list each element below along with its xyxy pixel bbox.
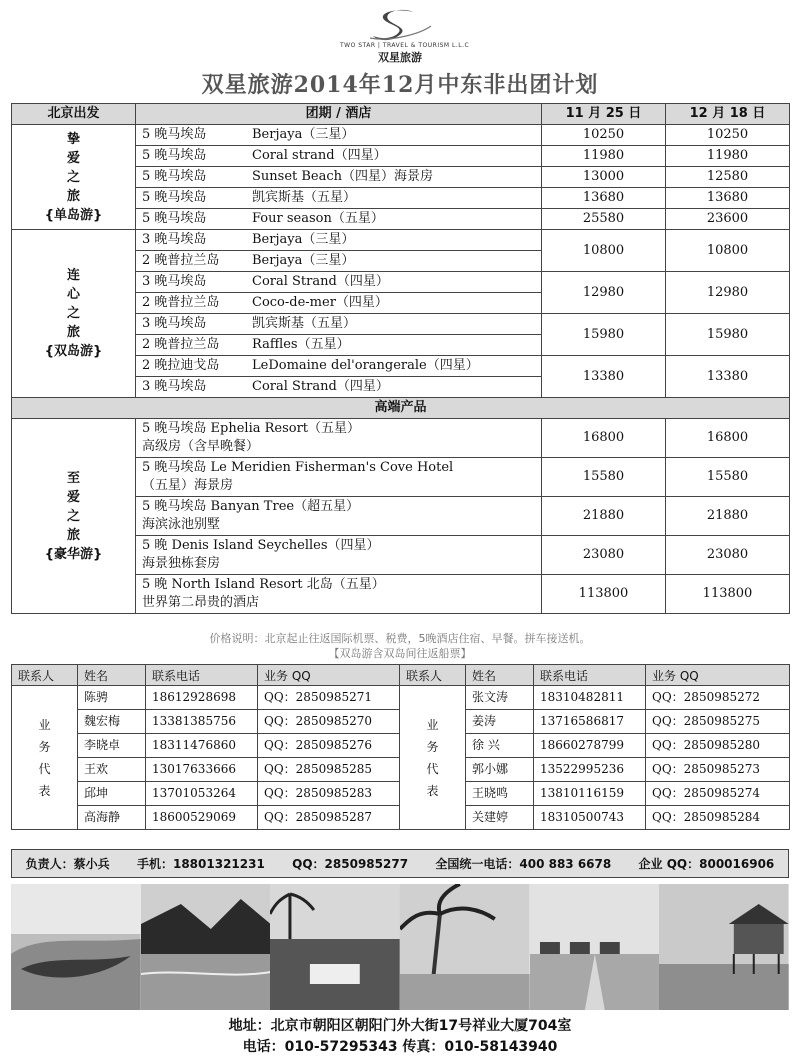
tour-item [136,497,542,536]
tour-item [136,293,542,314]
price-cell: 13680 [542,188,666,209]
tour-item [136,167,542,188]
contact-qq[interactable]: QQ：2850985270 [258,710,400,734]
tour-item [136,230,542,251]
price-cell: 12580 [666,167,790,188]
contact-phone[interactable]: 18612928698 [146,686,258,710]
header-departure: 北京出发 [12,104,136,125]
group-label-line: 爱 [66,150,80,166]
price-cell: 113800 [666,575,790,614]
hotel-name: Coco-de-mer（四星） [252,295,388,310]
contact-name: 姜涛 [466,710,534,734]
price-cell: 21880 [542,497,666,536]
section-header-premium [12,398,790,419]
hotline[interactable]: 全国统一电话：400 883 6678 [435,857,612,871]
contact-qq[interactable]: QQ：2850985283 [258,782,400,806]
nights-label: 3 晚马埃岛 [142,274,207,289]
section-label: 高端产品 [12,398,790,419]
price-cell: 10800 [542,230,666,272]
nights-label: 2 晚普拉兰岛 [142,253,220,268]
nights-label: 5 晚马埃岛 [142,190,207,205]
price-cell: 15980 [666,314,790,356]
contact-phone[interactable]: 18310482811 [534,686,646,710]
price-cell: 11980 [542,146,666,167]
table-row [12,125,790,146]
nights-label: 5 晚马埃岛 [142,169,207,184]
brand-name: 双星旅游 [378,51,422,64]
group-label-line: 旅 [66,527,80,543]
nights-label: 3 晚马埃岛 [142,232,207,247]
contact-name: 魏宏梅 [78,710,146,734]
rep-label-line: 务 [426,739,439,754]
price-cell: 25580 [542,209,666,230]
tour-item [136,272,542,293]
price-cell: 23080 [542,536,666,575]
nights-label: 2 晚普拉兰岛 [142,337,220,352]
photo-water-villas [530,884,660,1010]
tour-item [136,188,542,209]
price-cell: 12980 [542,272,666,314]
contact-qq[interactable]: QQ：2850985273 [646,758,790,782]
nights-label: 2 晚拉迪戈岛 [142,358,220,373]
group-label-line: 心 [66,287,80,302]
price-cell: 23600 [666,209,790,230]
contact-qq[interactable]: QQ：2850985271 [258,686,400,710]
tour-item [136,125,542,146]
rep-label-right [400,686,466,830]
rep-label-line: 业 [38,717,51,732]
contact-name: 张文涛 [466,686,534,710]
photo-island-aerial [11,884,141,1010]
contacts-table [11,664,790,830]
photo-overwater-hut [659,884,789,1010]
header-contact: 联系人 [400,665,466,686]
hotel-name: Coral Strand（四星） [252,274,389,289]
group-label-line: 挚 [66,131,80,147]
tour-item [136,209,542,230]
contact-qq[interactable]: QQ：2850985285 [258,758,400,782]
nights-label: 3 晚马埃岛 [142,316,207,331]
group-label-line: 旅 [66,188,80,204]
group-label-line: 之 [66,508,80,524]
contact-qq[interactable]: QQ：2850985272 [646,686,790,710]
contact-name: 郭小娜 [466,758,534,782]
tour-item [136,536,542,575]
price-cell: 10800 [666,230,790,272]
contact-phone[interactable]: 13716586817 [534,710,646,734]
contact-name: 李晓卓 [78,734,146,758]
price-cell: 16800 [666,419,790,458]
tour-line: 5 晚马埃岛 Ephelia Resort（五星） [142,421,361,436]
hotel-name: 凯宾斯基（五星） [252,190,357,205]
page-title: 双星旅游2014年12月中东非出团计划 [201,72,599,98]
contact-qq[interactable]: QQ：2850985287 [258,806,400,830]
price-cell: 23080 [666,536,790,575]
header-name: 姓名 [78,665,146,686]
price-cell: 21880 [666,497,790,536]
contact-phone[interactable]: 13381385756 [146,710,258,734]
contact-name: 王欢 [78,758,146,782]
tour-item [136,146,542,167]
price-note: 价格说明：北京起止往返国际机票、税费，5晚酒店住宿、早餐。拼车接送机。 [209,632,591,645]
contact-phone[interactable]: 13017633666 [146,758,258,782]
tour-line: 5 晚马埃岛 Le Meridien Fisherman's Cove Hotel [142,460,454,475]
photo-palm-beach [400,884,530,1010]
rep-label-line: 务 [38,739,51,754]
contact-phone[interactable]: 18311476860 [146,734,258,758]
tour-line: 5 晚 North Island Resort 北岛（五星） [142,577,385,592]
hotel-name: Coral strand（四星） [252,148,387,163]
brand-subtitle: TWO STAR | TRAVEL & TOURISM L.L.C [340,42,470,49]
photo-mountain-lagoon [141,884,271,1010]
manager-mobile[interactable]: 手机：18801321231 [136,857,265,871]
rep-label-line: 代 [426,761,439,776]
price-cell: 13680 [666,188,790,209]
contact-name: 关建婷 [466,806,534,830]
table-row [12,230,790,251]
group-label-line: 至 [66,470,80,486]
contact-qq[interactable]: QQ：2850985276 [258,734,400,758]
contact-phone[interactable]: 13522995236 [534,758,646,782]
price-cell: 16800 [542,419,666,458]
hotel-name: Sunset Beach（四星）海景房 [252,169,434,184]
header-qq: 业务 QQ [646,665,790,686]
nights-label: 2 晚普拉兰岛 [142,295,220,310]
hotel-name: 凯宾斯基（五星） [252,316,357,331]
rep-label-left [12,686,78,830]
nights-label: 5 晚马埃岛 [142,211,207,226]
contact-qq[interactable]: QQ：2850985280 [646,734,790,758]
hotel-name: Raffles（五星） [252,337,350,352]
hotel-name: Coral Strand（四星） [252,379,389,394]
price-cell: 15980 [542,314,666,356]
tour-item [136,377,542,398]
group-label-single [12,125,136,230]
group-label-line: 连 [66,268,80,283]
tour-item [136,335,542,356]
rep-label-line: 表 [38,783,51,798]
table-row [12,686,790,710]
rep-label-line: 代 [38,761,51,776]
contact-phone[interactable]: 13810116159 [534,782,646,806]
header-tour-hotel: 团期 / 酒店 [136,104,542,125]
group-label-line: 爱 [66,489,80,505]
contact-phone[interactable]: 18600529069 [146,806,258,830]
photo-pool-sunset [270,884,400,1010]
price-note-ferry: 【双岛游含双岛间往返船票】 [328,647,472,660]
price-cell: 15580 [666,458,790,497]
tour-item [136,575,542,614]
contact-phone[interactable]: 18310500743 [534,806,646,830]
contact-name: 邱坤 [78,782,146,806]
header-name: 姓名 [466,665,534,686]
group-label-line: 之 [66,169,80,185]
price-cell: 13380 [542,356,666,398]
price-cell: 11980 [666,146,790,167]
group-label-double [12,230,136,398]
header-phone: 联系电话 [146,665,258,686]
company-phone-fax[interactable]: 电话：010-57295343 传真：010-58143940 [242,1039,558,1055]
tour-line: 5 晚 Denis Island Seychelles（四星） [142,538,380,553]
hotel-name: Berjaya（三星） [252,127,355,142]
tour-item [136,458,542,497]
header-phone: 联系电话 [534,665,646,686]
price-cell: 15580 [542,458,666,497]
price-cell: 13000 [542,167,666,188]
rep-label-line: 业 [426,717,439,732]
contact-qq[interactable]: QQ：2850985274 [646,782,790,806]
tour-item [136,356,542,377]
tour-line: 海滨泳池别墅 [142,517,221,532]
hotel-name: Berjaya（三星） [252,232,355,247]
tour-line: 5 晚马埃岛 Banyan Tree（超五星） [142,499,360,514]
tour-item [136,419,542,458]
contact-name: 徐 兴 [466,734,534,758]
contact-name: 陈骋 [78,686,146,710]
rep-label-line: 表 [426,783,439,798]
hotel-name: Berjaya（三星） [252,253,355,268]
hotel-name: LeDomaine del'orangerale（四星） [252,358,479,373]
price-cell: 113800 [542,575,666,614]
brand-logo [340,8,470,66]
group-label-luxury [12,419,136,614]
group-label-line: {单岛游} [44,207,103,223]
swoosh-s-logo-icon [365,8,435,42]
contact-phone[interactable]: 13701053264 [146,782,258,806]
nights-label: 5 晚马埃岛 [142,127,207,142]
tour-line: 高级房（含早晚餐） [142,439,260,454]
group-label-line: 旅 [66,325,80,340]
header-contact: 联系人 [12,665,78,686]
hotel-name: Four season（五星） [252,211,384,226]
manager-qq[interactable]: QQ：2850985277 [292,857,409,871]
price-cell: 10250 [542,125,666,146]
contact-name: 王晓鸣 [466,782,534,806]
photo-strip [11,884,789,1010]
price-cell: 12980 [666,272,790,314]
manager-name: 负责人：蔡小兵 [25,857,110,871]
tour-line: 海景独栋套房 [142,556,221,571]
contact-qq[interactable]: QQ：2850985284 [646,806,790,830]
price-cell: 13380 [666,356,790,398]
tour-item [136,314,542,335]
group-label-line: {双岛游} [44,344,103,359]
header-date-2: 12 月 18 日 [666,104,790,125]
price-cell: 10250 [666,125,790,146]
company-address: 地址：北京市朝阳区朝阳门外大街17号祥业大厦704室 [228,1018,572,1034]
header-qq: 业务 QQ [258,665,400,686]
corporate-qq[interactable]: 企业 QQ：800016906 [638,857,775,871]
tour-line: （五星）海景房 [142,478,234,493]
group-label-line: 之 [66,306,80,321]
header-date-1: 11 月 25 日 [542,104,666,125]
price-table-header [12,104,790,125]
contact-qq[interactable]: QQ：2850985275 [646,710,790,734]
contacts-header [12,665,790,686]
contact-phone[interactable]: 18660278799 [534,734,646,758]
tour-line: 世界第二昂贵的酒店 [142,595,260,610]
nights-label: 5 晚马埃岛 [142,148,207,163]
tour-item [136,251,542,272]
nights-label: 3 晚马埃岛 [142,379,207,394]
manager-bar [11,849,789,878]
table-row [12,419,790,458]
price-table [11,103,790,614]
contact-name: 高海静 [78,806,146,830]
group-label-line: {豪华游} [44,546,103,562]
